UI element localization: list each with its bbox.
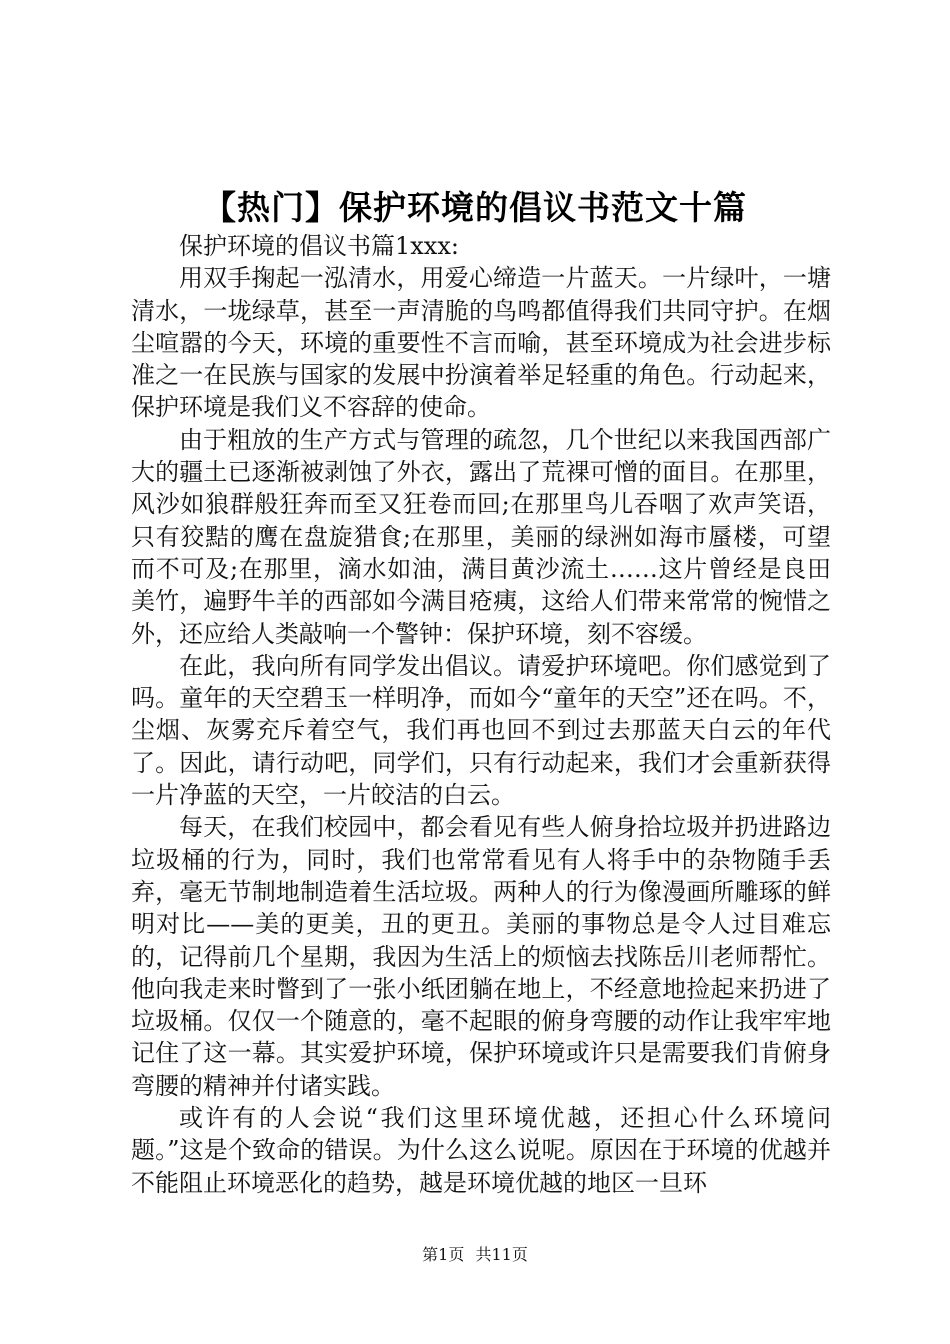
paragraph: 在此，我向所有同学发出倡议。请爱护环境吧。你们感觉到了吗。童年的天空碧玉一样明净，而如今“童年的天空”还在吗。不，尘烟、灰雾充斥着空气，我们再也回不到过去那蓝天白云的年代了。因此，请行动吧，同学们，只有行动起来，我们才会重新获得一片净蓝的天空，一片皎洁的白云。	[131, 651, 831, 810]
page-total: 共11页	[475, 1245, 528, 1264]
paragraph: 每天，在我们校园中，都会看见有些人俯身拾垃圾并扔进路边垃圾桶的行为，同时，我们也常常看见有人将手中的杂物随手丢弃，毫无节制地制造着生活垃圾。两种人的行为像漫画所雕琢的鲜明对比——美的更美，丑的更丑。美丽的事物总是令人过目难忘的，记得前几个星期，我因为生活上的烦恼去找陈岳川老师帮忙。他向我走来时瞥到了一张小纸团躺在地上，不经意地捡起来扔进了垃圾桶。仅仅一个随意的，毫不起眼的俯身弯腰的动作让我牢牢地记住了这一幕。其实爱护环境，保护环境或许只是需要我们肯俯身弯腰的精神并付诸实践。	[131, 813, 831, 1100]
document-body	[131, 230, 831, 1199]
paragraph: 保护环境的倡议书篇1xxx:	[179, 232, 459, 260]
paragraph: 或许有的人会说“我们这里环境优越，还担心什么环境问题。”这是个致命的错误。为什么这么说呢。原因在于环境的优越并不能阻止环境恶化的趋势，越是环境优越的地区一旦环	[131, 1104, 831, 1197]
page-number: 第1页	[422, 1245, 465, 1264]
document-title: 【热门】保护环境的倡议书范文十篇	[203, 188, 747, 227]
paragraph: 由于粗放的生产方式与管理的疏忽，几个世纪以来我国西部广大的疆土已逐渐被剥蚀了外衣，露出了荒裸可憎的面目。在那里，风沙如狼群般狂奔而至又狂卷而回;在那里鸟儿吞咽了欢声笑语，只有狡黠的鹰在盘旋猎食;在那里，美丽的绿洲如海市蜃楼，可望而不可及;在那里，滴水如油，满目黄沙流土……这片曾经是良田美竹，遍野牛羊的西部如今满目疮痍，这给人们带来常常的惋惜之外，还应给人类敲响一个警钟：保护环境，刻不容缓。	[131, 425, 831, 648]
paragraph: 用双手掬起一泓清水，用爱心缔造一片蓝天。一片绿叶，一塘清水，一垅绿草，甚至一声清脆的鸟鸣都值得我们共同守护。在烟尘喧嚣的今天，环境的重要性不言而喻，甚至环境成为社会进步标准之一在民族与国家的发展中扮演着举足轻重的角色。行动起来，保护环境是我们义不容辞的使命。	[131, 264, 831, 422]
page-footer	[0, 1244, 950, 1266]
